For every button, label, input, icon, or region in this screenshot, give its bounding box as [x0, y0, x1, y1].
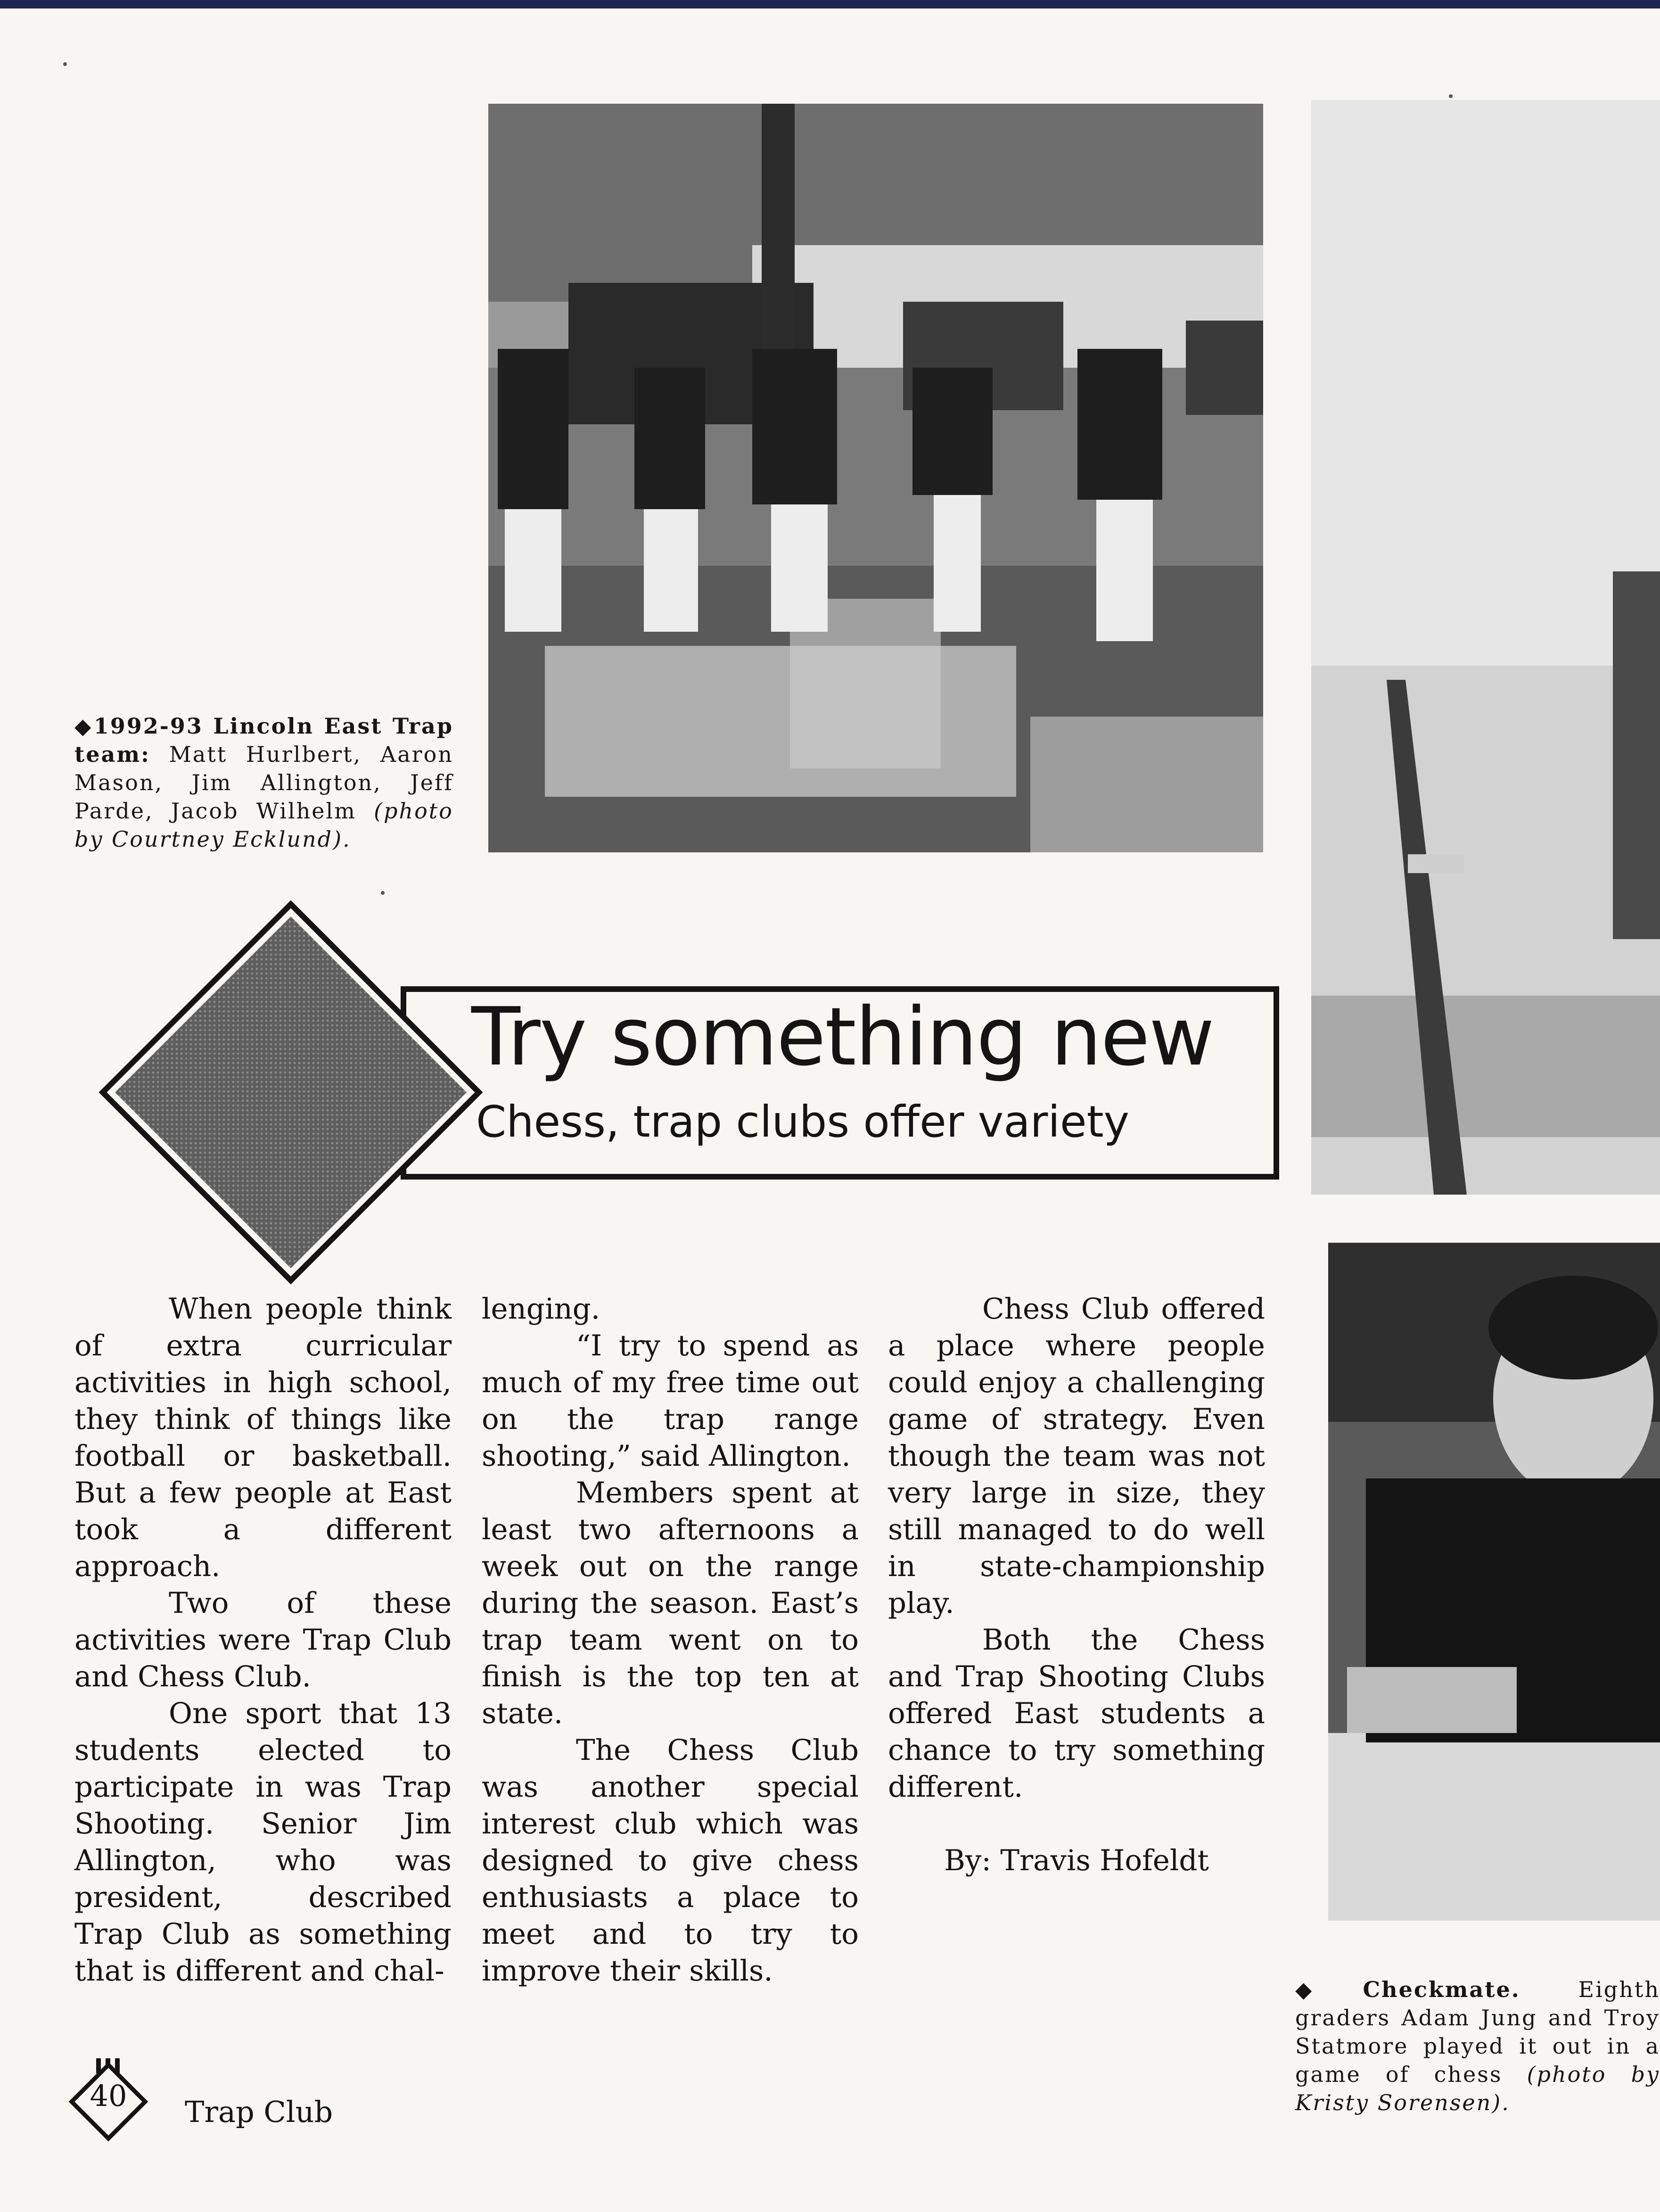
article-column-1: [74, 1291, 452, 1989]
paragraph: Two of these activities were Trap Club and Chess Club.: [74, 1586, 452, 1693]
chess-caption-credit: (photo by Kristy Sorensen).: [1295, 2062, 1660, 2115]
caption-credit: (photo by Courtney Ecklund).: [74, 798, 453, 852]
trap-shooter-photo: [1311, 100, 1660, 1195]
article-column-2: [482, 1291, 859, 1989]
trap-photo-caption: [74, 712, 453, 853]
chess-caption-body: Eighth graders Adam Jung and Troy Statmore played it out in a game of chess: [1295, 1977, 1660, 2087]
paragraph: Members spent at least two afternoons a week out on the range during the season. East’s trap team went on to finish is the top ten at state.: [482, 1476, 859, 1730]
scan-top-edge: [0, 0, 1660, 8]
trap-team-photo: [488, 104, 1263, 852]
paragraph: One sport that 13 students elected to participate in was Trap Shooting. Senior Jim Allington, who was president, described Trap Club as something that is different and chal-: [74, 1697, 452, 1988]
byline: By: Travis Hofeldt: [944, 1844, 1209, 1877]
scan-speck: [1449, 94, 1453, 98]
paragraph: The Chess Club was another special interest club which was designed to give chess enthusiasts a place to meet and to try to improve their skills.: [482, 1733, 859, 1988]
chess-players-photo: [1328, 1243, 1660, 1921]
section-label: Trap Club: [185, 2095, 333, 2129]
article-column-3: [888, 1291, 1265, 1879]
caption-lead: ◆1992-93 Lincoln East Trap team:: [74, 713, 453, 767]
paragraph: lenging.: [482, 1292, 600, 1326]
headline-diamond: [99, 900, 483, 1284]
paragraph: Chess Club offered a place where people could enjoy a challenging game of strategy. Even though the team was not very large in size, they still managed to do well in state-championship play.: [888, 1292, 1265, 1620]
headline-title: Try something new: [471, 990, 1214, 1084]
caption-names: Matt Hurlbert, Aaron Mason, Jim Allington, Jeff Parde, Jacob Wilhelm: [74, 742, 453, 824]
scan-speck: [63, 62, 67, 66]
scan-speck: [381, 891, 385, 895]
chess-photo-caption: [1295, 1975, 1660, 2117]
headline-subtitle: Chess, trap clubs offer variety: [476, 1097, 1130, 1147]
page-number: 40: [90, 2079, 127, 2113]
paragraph: “I try to spend as much of my free time out on the trap range shooting,” said Allington.: [482, 1329, 859, 1473]
chess-caption-lead: ◆Checkmate.: [1295, 1977, 1520, 2002]
paragraph: Both the Chess and Trap Shooting Clubs offered East students a chance to try something different.: [888, 1623, 1265, 1804]
paragraph: When people think of extra curricular activities in high school, they think of things like football or basketball. But a few people at East took a different approach.: [74, 1292, 452, 1583]
